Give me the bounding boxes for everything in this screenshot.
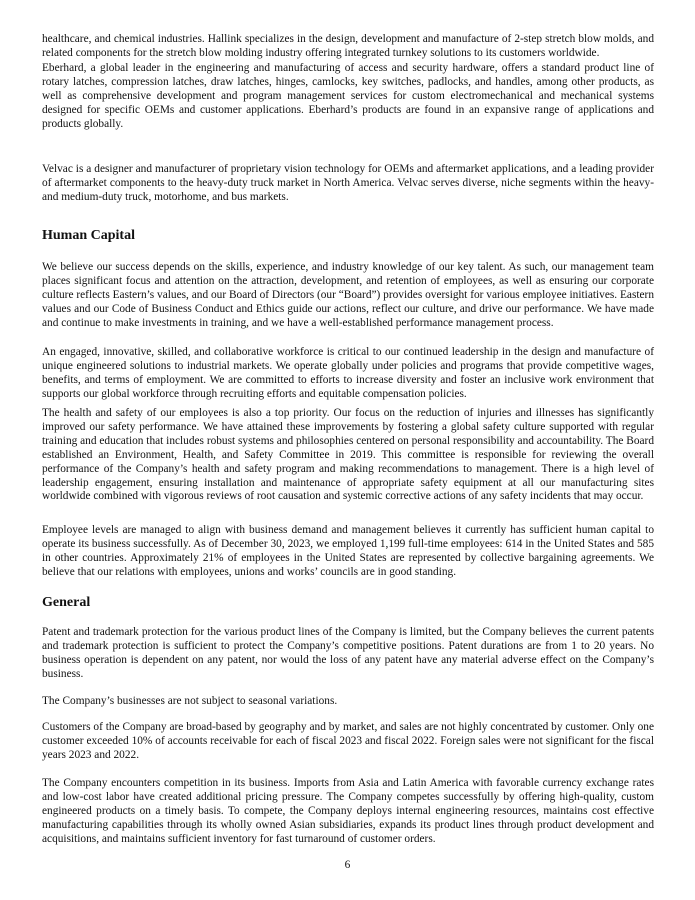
paragraph-health-safety: The health and safety of our employees is also a top priority. Our focus on the reduction of injuries and illnesses has significantly improved our safety performance. We have attained these improvements by fostering a global safety culture supported with regular training and education that includes robust systems and philosophies centered on personal responsibility and accountability. The Board established an Environment, Health, and Safety Committee in 2019. This committee is responsible for reviewing the overall performance of the Company’s health and safety program and making recommendations to management. There is a high level of leadership engagement, ensuring installation and maintenance of appropriate safety equipment at all our manufacturing sites worldwide combined with vigorous reviews of root causation and systemic corrective actions of any safety incidents that may occur. [42,407,654,503]
heading-general: General [42,595,91,610]
paragraph-hallink: healthcare, and chemical industries. Hallink specializes in the design, development and manufacture of 2-step stretch blow molds, and related components for the stretch blow molding industry offering integrated turnkey solutions to its customers worldwide. [42,33,654,59]
paragraph-patents: Patent and trademark protection for the various product lines of the Company is limited, but the Company believes the current patents and trademark protection is sufficient to protect the Company’s competitive positions. Patent durations are from 1 to 20 years. No business operation is dependent on any patent, nor would the loss of any patent have any material adverse effect on the Company’s business. [42,626,654,680]
paragraph-employee-levels: Employee levels are managed to align with business demand and management believes it currently has sufficient human capital to operate its business successfully. As of December 30, 2023, we employed 1,199 full-time employees: 614 in the United States and 585 in other countries. Approximately 21% of employees in the United States are represented by collective bargaining agreements. We believe that our relations with employees, unions and works’ councils are in good standing. [42,524,654,578]
paragraph-seasonal: The Company’s businesses are not subject to seasonal variations. [42,695,338,707]
paragraph-eberhard: Eberhard, a global leader in the engineering and manufacturing of access and security hardware, offers a standard product line of rotary latches, compression latches, draw latches, hinges, camlocks, key switches, padlocks, and handles, among other products, as well as comprehensive development and program management services for custom electromechanical and mechanical systems designed for specific OEMs and customer applications. Eberhard’s products are found in an expansive range of applications and products globally. [42,62,654,130]
paragraph-velvac: Velvac is a designer and manufacturer of proprietary vision technology for OEMs and aftermarket applications, and a leading provider of aftermarket components to the heavy-duty truck market in North America. Velvac serves diverse, niche segments within the heavy- and medium-duty truck, motorhome, and bus markets. [42,163,654,203]
paragraph-customers: Customers of the Company are broad-based by geography and by market, and sales are not highly concentrated by customer. Only one customer exceeded 10% of accounts receivable for each of fiscal 2023 and fiscal 2022. Foreign sales were not significant for the fiscal years 2023 and 2022. [42,721,654,761]
paragraph-competition: The Company encounters competition in its business. Imports from Asia and Latin America with favorable currency exchange rates and low-cost labor have created additional pricing pressure. The Company competes successfully by offering high-quality, custom engineered products on a timely basis. To compete, the Company deploys internal engineering resources, maintains cost effective manufacturing capabilities through its wholly owned Asian subsidiaries, expands its product lines through product development and acquisitions, and maintains sufficient inventory for fast turnaround of customer orders. [42,777,654,845]
page-number: 6 [344,859,351,871]
heading-human-capital: Human Capital [42,228,135,243]
paragraph-workforce: An engaged, innovative, skilled, and collaborative workforce is critical to our continued leadership in the design and manufacture of unique engineered solutions to industrial markets. We operate globally under policies and programs that provide competitive wages, benefits, and terms of employment. We are committed to efforts to increase diversity and foster an inclusive work environment that supports our global workforce through recruiting efforts and equitable compensation policies. [42,346,654,400]
paragraph-talent: We believe our success depends on the skills, experience, and industry knowledge of our key talent. As such, our management team places significant focus and attention on the attraction, development, and retention of employees, as well as ensuring our corporate culture reflects Eastern’s values, and our Board of Directors (our “Board”) provides oversight for various employee initiatives. Eastern values and our Code of Business Conduct and Ethics guide our actions, reflect our culture, and drive our performance. We have made and continue to make investments in training, and we have a well-established performance management process. [42,261,654,329]
